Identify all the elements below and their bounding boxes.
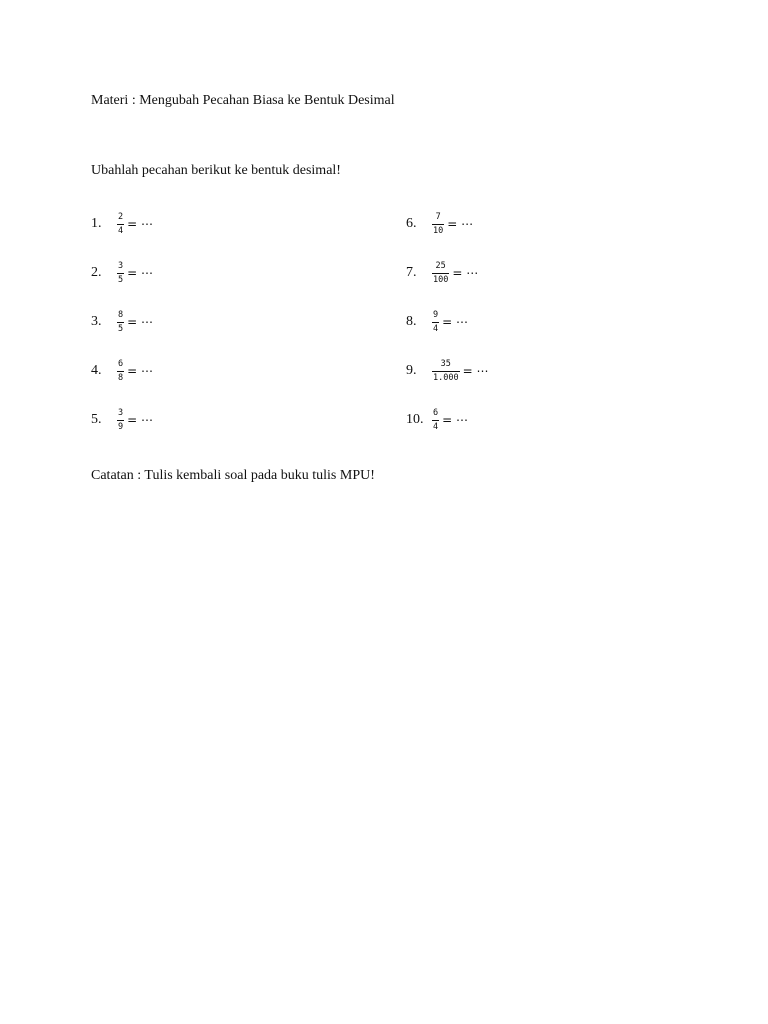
fraction (117, 213, 124, 235)
fraction (432, 262, 449, 284)
problem-item (91, 403, 153, 437)
page-title: Materi : Mengubah Pecahan Biasa ke Bentuk Desimal (91, 93, 395, 108)
numerator: 3 (118, 261, 124, 271)
fraction (432, 311, 439, 333)
equals-ellipsis: = ⋯ (127, 413, 153, 427)
problem-number: 1. (91, 216, 102, 231)
problem-item (406, 207, 473, 241)
problem-number: 7. (406, 265, 417, 280)
denominator: 9 (118, 421, 124, 432)
fraction (432, 213, 444, 235)
numerator: 9 (433, 310, 439, 320)
problem-item (91, 207, 153, 241)
denominator: 4 (433, 421, 439, 432)
numerator: 8 (118, 310, 124, 320)
denominator: 1.000 (433, 372, 459, 383)
denominator: 4 (433, 323, 439, 334)
problem-item (91, 256, 153, 290)
fraction (432, 409, 439, 431)
problem-number: 2. (91, 265, 102, 280)
denominator: 100 (433, 274, 449, 285)
problem-item (91, 354, 153, 388)
fraction (117, 311, 124, 333)
instruction-text: Ubahlah pecahan berikut ke bentuk desimal! (91, 163, 341, 178)
equals-ellipsis: = ⋯ (127, 217, 153, 231)
fraction (117, 409, 124, 431)
equals-ellipsis: = ⋯ (462, 364, 489, 378)
numerator: 3 (118, 408, 124, 418)
problem-item (406, 305, 468, 339)
denominator: 4 (118, 225, 124, 236)
problem-number: 4. (91, 363, 102, 378)
numerator: 6 (433, 408, 439, 418)
note-text: Catatan : Tulis kembali soal pada buku tulis MPU! (91, 468, 375, 483)
denominator: 8 (118, 372, 124, 383)
problem-item (91, 305, 153, 339)
problem-item (406, 256, 478, 290)
numerator: 2 (118, 212, 124, 222)
numerator: 6 (118, 359, 124, 369)
denominator: 10 (433, 225, 444, 236)
fraction (117, 262, 124, 284)
equals-ellipsis: = ⋯ (442, 413, 468, 427)
equals-ellipsis: = ⋯ (127, 315, 153, 329)
numerator: 25 (435, 261, 446, 271)
equals-ellipsis: = ⋯ (452, 266, 479, 280)
problem-item (406, 403, 468, 437)
numerator: 35 (440, 359, 451, 369)
problem-number: 5. (91, 412, 102, 427)
numerator: 7 (435, 212, 441, 222)
problem-item (406, 354, 488, 388)
equals-ellipsis: = ⋯ (127, 364, 153, 378)
denominator: 5 (118, 323, 124, 334)
problem-number: 8. (406, 314, 417, 329)
equals-ellipsis: = ⋯ (442, 315, 468, 329)
fraction (117, 360, 124, 382)
problem-number: 10. (406, 412, 424, 427)
problem-number: 9. (406, 363, 417, 378)
denominator: 5 (118, 274, 124, 285)
equals-ellipsis: = ⋯ (127, 266, 153, 280)
problem-number: 3. (91, 314, 102, 329)
fraction (432, 360, 460, 382)
equals-ellipsis: = ⋯ (447, 217, 474, 231)
problem-number: 6. (406, 216, 417, 231)
